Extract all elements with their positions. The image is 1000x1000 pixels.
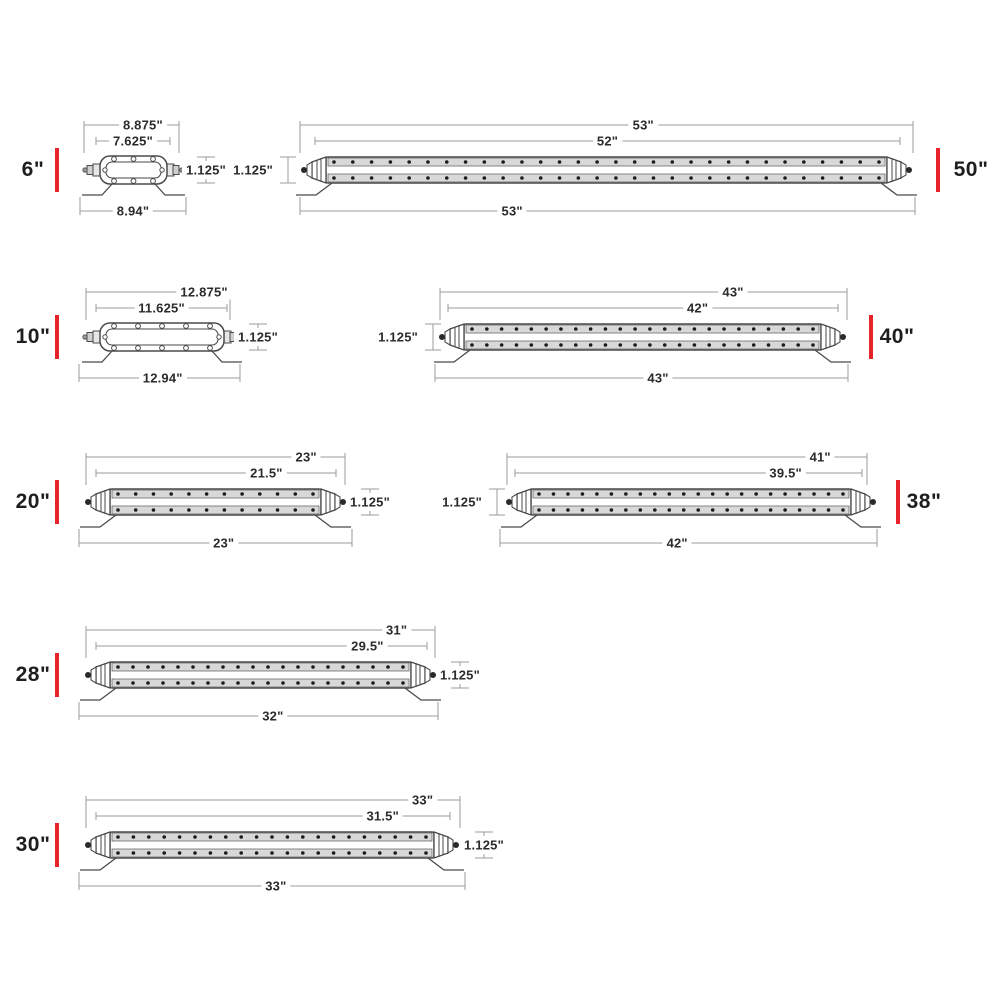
dim-label-mid: 11.625" <box>134 301 189 316</box>
size-label: 20" <box>15 490 51 513</box>
size-label: 10" <box>15 325 51 348</box>
dim-label-bottom: 33" <box>261 879 290 894</box>
size-accent-bar <box>55 315 59 359</box>
dim-label-bottom: 8.94" <box>113 204 153 219</box>
dim-label-mid: 39.5" <box>765 466 805 481</box>
size-label: 6" <box>21 158 45 181</box>
dim-label-bottom: 23" <box>209 536 238 551</box>
dim-label-height: 1.125" <box>182 163 230 178</box>
size-accent-bar <box>55 480 59 524</box>
dim-label-mid: 52" <box>593 134 622 149</box>
dim-label-bottom: 32" <box>258 709 287 724</box>
size-label: 40" <box>879 325 915 348</box>
size-accent-bar <box>55 653 59 697</box>
dim-label-top: 23" <box>292 450 321 465</box>
size-label: 30" <box>15 833 51 856</box>
dim-label-top: 33" <box>408 793 437 808</box>
dim-label-top: 53" <box>629 118 658 133</box>
size-accent-bar <box>896 480 900 524</box>
dim-label-top: 8.875" <box>119 118 167 133</box>
size-label: 50" <box>953 158 989 181</box>
dim-label-height: 1.125" <box>234 330 282 345</box>
dim-label-bottom: 53" <box>498 204 527 219</box>
dim-label-mid: 31.5" <box>363 809 403 824</box>
size-label: 38" <box>906 490 942 513</box>
dim-label-top: 43" <box>718 285 747 300</box>
dim-label-height: 1.125" <box>436 668 484 683</box>
dim-label-top: 41" <box>806 450 835 465</box>
size-accent-bar <box>936 148 940 192</box>
dim-label-bottom: 12.94" <box>139 371 187 386</box>
dim-label-mid: 42" <box>683 301 712 316</box>
dim-label-bottom: 43" <box>643 371 672 386</box>
size-label: 28" <box>15 663 51 686</box>
dim-label-bottom: 42" <box>663 536 692 551</box>
dim-label-mid: 29.5" <box>347 639 387 654</box>
dim-label-height: 1.125" <box>460 838 508 853</box>
dim-label-height: 1.125" <box>229 163 277 178</box>
size-accent-bar <box>55 823 59 867</box>
dim-label-mid: 7.625" <box>109 134 157 149</box>
dim-label-height: 1.125" <box>346 495 394 510</box>
size-accent-bar <box>55 148 59 192</box>
size-accent-bar <box>869 315 873 359</box>
dim-label-height: 1.125" <box>374 330 422 345</box>
dim-label-top: 12.875" <box>176 285 231 300</box>
dim-label-height: 1.125" <box>438 495 486 510</box>
dim-label-mid: 21.5" <box>246 466 286 481</box>
dim-label-top: 31" <box>382 623 411 638</box>
